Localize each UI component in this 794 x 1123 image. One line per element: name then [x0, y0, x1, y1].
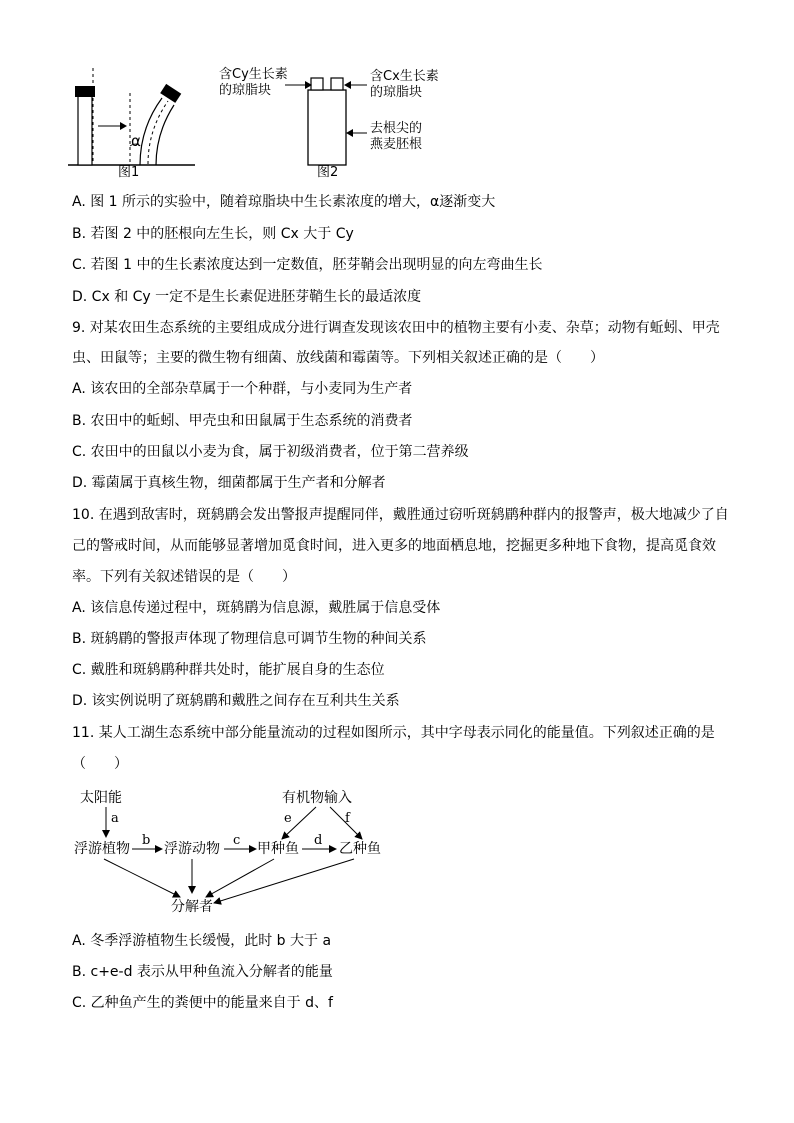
label-cx-line1: 含Cx生长素	[370, 69, 439, 84]
node-fish-a: 甲种鱼	[257, 841, 299, 857]
q8-option-b: B. 若图 2 中的胚根向左生长，则 Cx 大于 Cy	[72, 226, 354, 242]
q8-option-d: D. Cx 和 Cy 一定不是生长素促进胚芽鞘生长的最适浓度	[72, 289, 422, 305]
node-fish-b: 乙种鱼	[339, 841, 381, 857]
node-zooplankton: 浮游动物	[164, 841, 220, 857]
q9-option-b: B. 农田中的蚯蚓、甲壳虫和田鼠属于生态系统的消费者	[72, 413, 413, 429]
q9-option-d: D. 霉菌属于真核生物，细菌都属于生产者和分解者	[72, 475, 386, 491]
q10-option-d: D. 该实例说明了斑鸫鹛和戴胜之间存在互利共生关系	[72, 693, 400, 709]
q11-option-c: C. 乙种鱼产生的粪便中的能量来自于 d、f	[72, 995, 333, 1011]
edge-label-a: a	[111, 811, 119, 826]
q11-option-a: A. 冬季浮游植物生长缓慢，此时 b 大于 a	[72, 933, 332, 949]
figure-1-caption: 图1	[118, 165, 140, 180]
q10-option-c: C. 戴胜和斑鸫鹛种群共处时，能扩展自身的生态位	[72, 662, 385, 678]
q10-stem-line1: 10. 在遇到敌害时，斑鸫鹛会发出警报声提醒同伴，戴胜通过窃听斑鸫鹛种群内的报警声，极大地减少了自	[72, 507, 729, 523]
node-organic-input: 有机物输入	[282, 790, 352, 806]
label-root-line1: 去根尖的	[370, 121, 423, 136]
figure-2-caption: 图2	[317, 165, 339, 180]
q11-option-b: B. c+e-d 表示从甲种鱼流入分解者的能量	[72, 964, 333, 980]
edge-label-c: c	[233, 833, 241, 848]
edge-label-d: d	[314, 833, 323, 848]
q8-option-c: C. 若图 1 中的生长素浓度达到一定数值，胚芽鞘会出现明显的向左弯曲生长	[72, 257, 543, 273]
q9-stem-line2: 虫、田鼠等；主要的微生物有细菌、放线菌和霉菌等。下列相关叙述正确的是（ ）	[72, 350, 604, 366]
edge-label-b: b	[142, 833, 151, 848]
label-cx-line2: 的琼脂块	[370, 85, 423, 100]
node-phytoplankton: 浮游植物	[74, 841, 130, 857]
edge-label-f: f	[345, 811, 350, 826]
label-root-line2: 燕麦胚根	[370, 137, 423, 152]
node-sun: 太阳能	[80, 790, 122, 806]
label-cy-line2: 的琼脂块	[219, 83, 272, 98]
q9-option-a: A. 该农田的全部杂草属于一个种群，与小麦同为生产者	[72, 381, 413, 397]
q10-option-b: B. 斑鸫鹛的警报声体现了物理信息可调节生物的种间关系	[72, 631, 427, 647]
label-cy-line1: 含Cy生长素	[219, 67, 288, 82]
q9-stem-line1: 9. 对某农田生态系统的主要组成成分进行调查发现该农田中的植物主要有小麦、杂草；动物有蚯蚓、甲壳	[72, 320, 720, 336]
q10-stem-line3: 率。下列有关叙述错误的是（ ）	[72, 569, 296, 585]
q11-stem-line2: （ ）	[72, 756, 128, 772]
edge-label-e: e	[284, 811, 292, 826]
q9-option-c: C. 农田中的田鼠以小麦为食，属于初级消费者，位于第二营养级	[72, 444, 469, 460]
q10-stem-line2: 己的警戒时间，从而能够显著增加觅食时间，进入更多的地面栖息地，挖掘更多种地下食物，提高觅食效	[72, 538, 716, 554]
q10-option-a: A. 该信息传递过程中，斑鸫鹛为信息源，戴胜属于信息受体	[72, 600, 441, 616]
q8-option-a: A. 图 1 所示的实验中，随着琼脂块中生长素浓度的增大，α逐渐变大	[72, 194, 496, 210]
q11-stem-line1: 11. 某人工湖生态系统中部分能量流动的过程如图所示，其中字母表示同化的能量值。下列叙述正确的是	[72, 725, 715, 741]
node-decomposer: 分解者	[171, 899, 213, 915]
alpha-symbol: α	[131, 132, 141, 150]
